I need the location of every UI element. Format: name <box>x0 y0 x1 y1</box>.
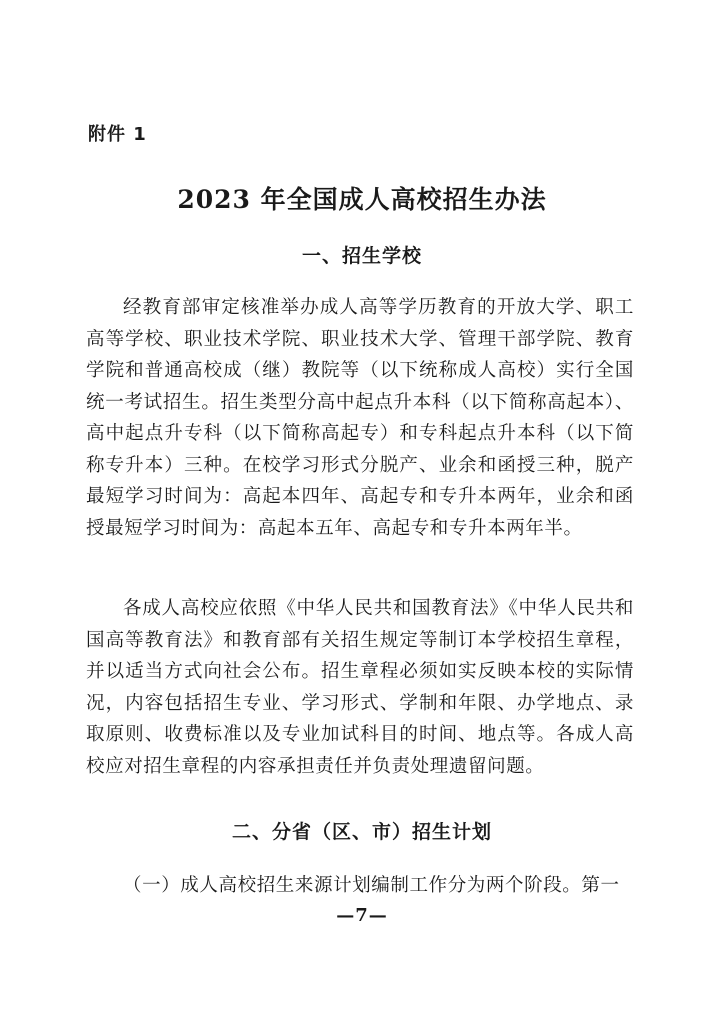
attachment-label: 附件 1 <box>88 124 147 145</box>
document-title: 2023 年全国成人高校招生办法 <box>177 185 547 214</box>
paragraph-admission-schools-overview: 经教育部审定核准举办成人高等学历教育的开放大学、职工高等学校、职业技术学院、职业技术大学、管理干部学院、教育学院和普通高校成（继）教院等（以下统称成人高校）实行全国统一考试招生。招生类型分高中起点升本科（以下简称高起本）、高中起点升专科（以下简称高起专）和专科起点升本科（以下简称专升本）三种。在校学习形式分脱产、业余和函授三种，脱产最短学习时间为：高起本四年、高起专和专升本两年，业余和函授最短学习时间为：高起本五年、高起专和专升本两年半。 <box>86 297 634 539</box>
page-number: —7— <box>336 905 388 926</box>
paragraph-provincial-plans-intro: （一）成人高校招生来源计划编制工作分为两个阶段。第一 <box>123 875 620 896</box>
section-heading-provincial-plans: 二、分省（区、市）招生计划 <box>231 821 492 843</box>
paragraph-admission-regulations: 各成人高校应依照《中华人民共和国教育法》《中华人民共和国高等教育法》和教育部有关招生规定等制订本学校招生章程，并以适当方式向社会公布。招生章程必须如实反映本校的实际情况，内容包括招生专业、学习形式、学制和年限、办学地点、录取原则、收费标准以及专业加试科目的时间、地点等。各成人高校应对招生章程的内容承担责任并负责处理遗留问题。 <box>86 598 634 777</box>
section-heading-admission-schools: 一、招生学校 <box>301 245 422 267</box>
